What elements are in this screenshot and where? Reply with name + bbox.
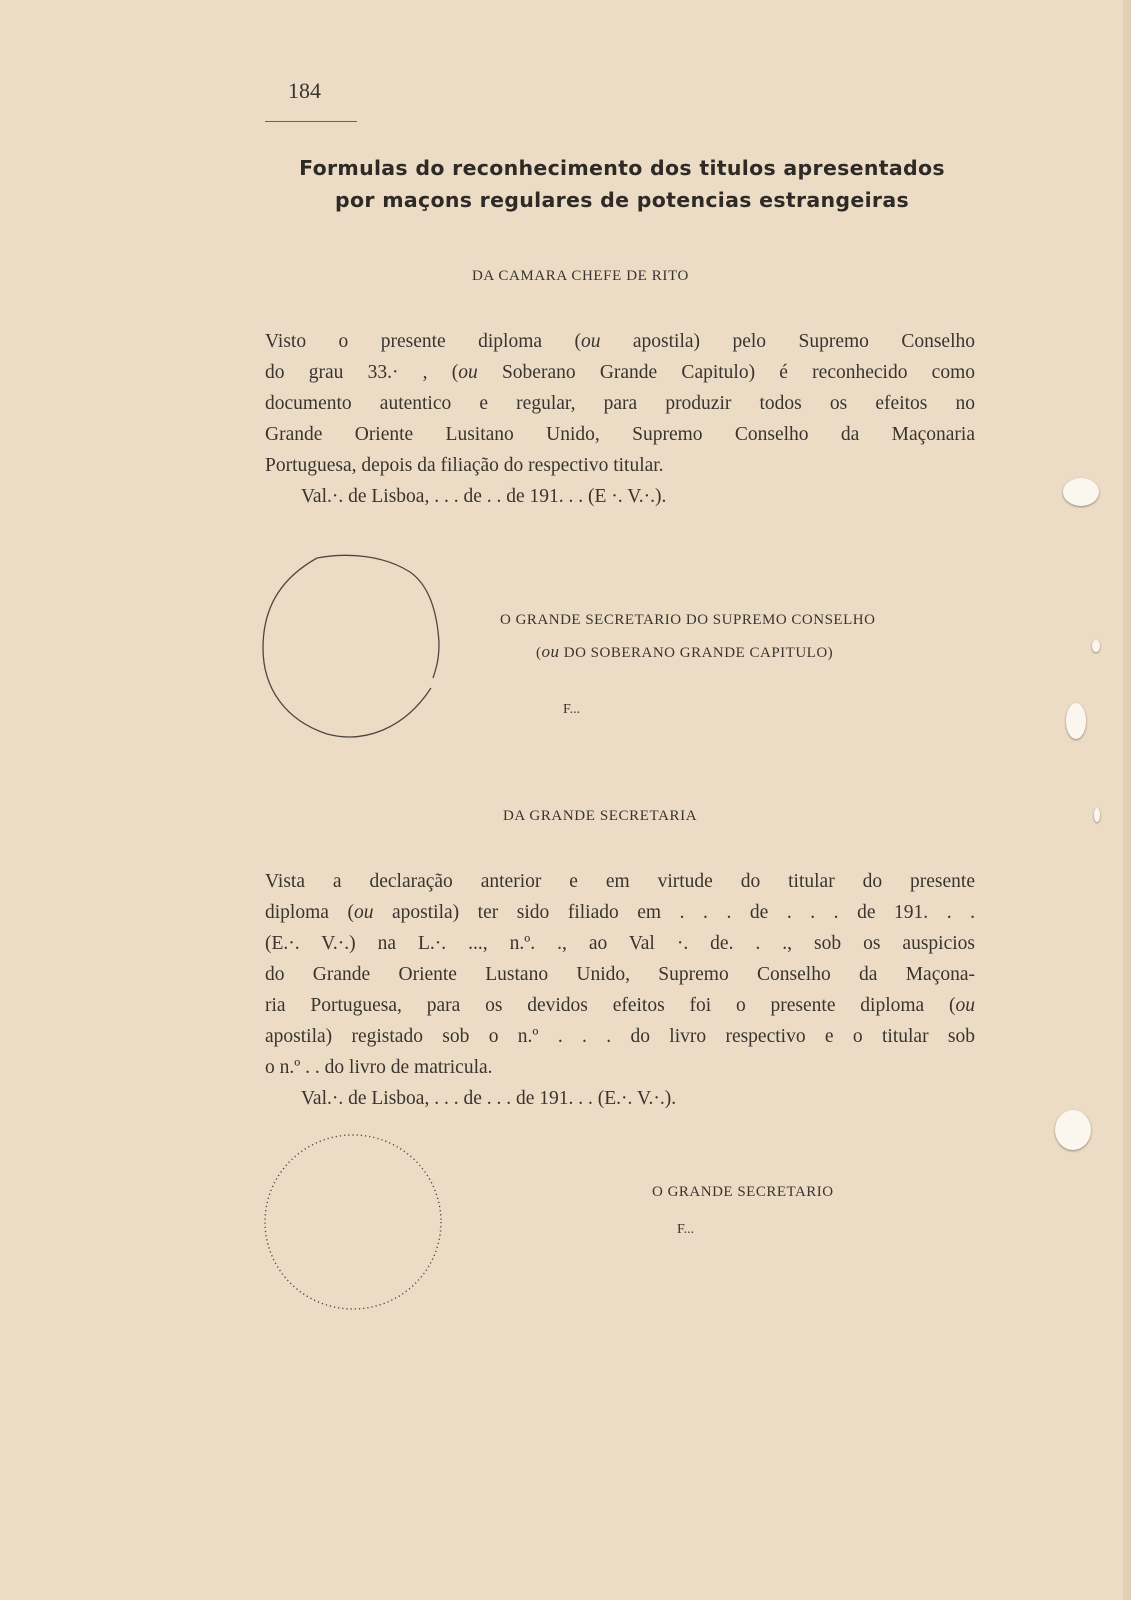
section-heading-secretaria: DA GRANDE SECRETARIA bbox=[503, 808, 698, 824]
seal-circle-dotted bbox=[255, 1128, 455, 1328]
signature-name: F... bbox=[563, 702, 581, 717]
paragraph-line: (E.·. V.·.) na L.·. ..., n.º. ., ao Val ·. de. . ., sob os auspicios bbox=[265, 933, 975, 954]
paragraph-line: Grande Oriente Lusitano Unido, Supremo Conselho da Maçonaria bbox=[265, 424, 975, 445]
paper-damage-spot bbox=[1094, 808, 1100, 822]
page-number-rule bbox=[265, 121, 357, 122]
paragraph-line: Visto o presente diploma (ou apostila) pelo Supremo Conselho bbox=[265, 331, 975, 352]
section2-paragraph bbox=[265, 866, 975, 1114]
paragraph-line: diploma (ou apostila) ter sido filiado em . . . de . . . de 191. . . bbox=[265, 902, 975, 923]
paper-damage-spot bbox=[1063, 478, 1099, 506]
paragraph-line: Portuguesa, depois da filiação do respectivo titular. bbox=[265, 455, 664, 476]
paragraph-line: do Grande Oriente Lustano Unido, Supremo Conselho da Maçona- bbox=[265, 964, 975, 985]
date-line: Val.·. de Lisboa, . . . de . . . de 191. . . (E.·. V.·.). bbox=[301, 1088, 677, 1109]
date-line: Val.·. de Lisboa, . . . de . . de 191. . . (E ·. V.·.). bbox=[301, 486, 667, 507]
seal-circle-solid bbox=[255, 548, 455, 748]
paragraph-line: documento autentico e regular, para produzir todos os efeitos no bbox=[265, 393, 975, 414]
signature-title-2: O GRANDE SECRETARIO bbox=[652, 1184, 834, 1200]
paper-damage-spot bbox=[1066, 703, 1086, 739]
signature-name-2: F... bbox=[677, 1222, 695, 1237]
paragraph-line: Vista a declaração anterior e em virtude do titular do presente bbox=[265, 871, 975, 892]
signature-alternative: (ou DO SOBERANO GRANDE CAPITULO) bbox=[536, 642, 834, 661]
title-line-1: Formulas do reconhecimento dos titulos apresentados bbox=[299, 156, 945, 180]
title-line-2: por maçons regulares de potencias estrangeiras bbox=[335, 188, 909, 212]
page-edge bbox=[1123, 0, 1131, 1600]
section1-paragraph bbox=[265, 326, 975, 512]
paper-damage-spot bbox=[1092, 640, 1100, 652]
paper-damage-spot bbox=[1055, 1110, 1091, 1150]
paragraph-line: apostila) registado sob o n.º . . . do livro respectivo e o titular sob bbox=[265, 1026, 975, 1047]
paragraph-line: ria Portuguesa, para os devidos efeitos foi o presente diploma (ou bbox=[265, 995, 975, 1016]
paragraph-line: do grau 33.· , (ou Soberano Grande Capitulo) é reconhecido como bbox=[265, 362, 975, 383]
signature-title: O GRANDE SECRETARIO DO SUPREMO CONSELHO bbox=[500, 612, 876, 628]
page-number: 184 bbox=[288, 78, 321, 103]
paragraph-line: o n.º . . do livro de matricula. bbox=[265, 1057, 493, 1078]
page-title bbox=[262, 152, 982, 216]
section-heading-camara: DA CAMARA CHEFE DE RITO bbox=[472, 268, 689, 284]
